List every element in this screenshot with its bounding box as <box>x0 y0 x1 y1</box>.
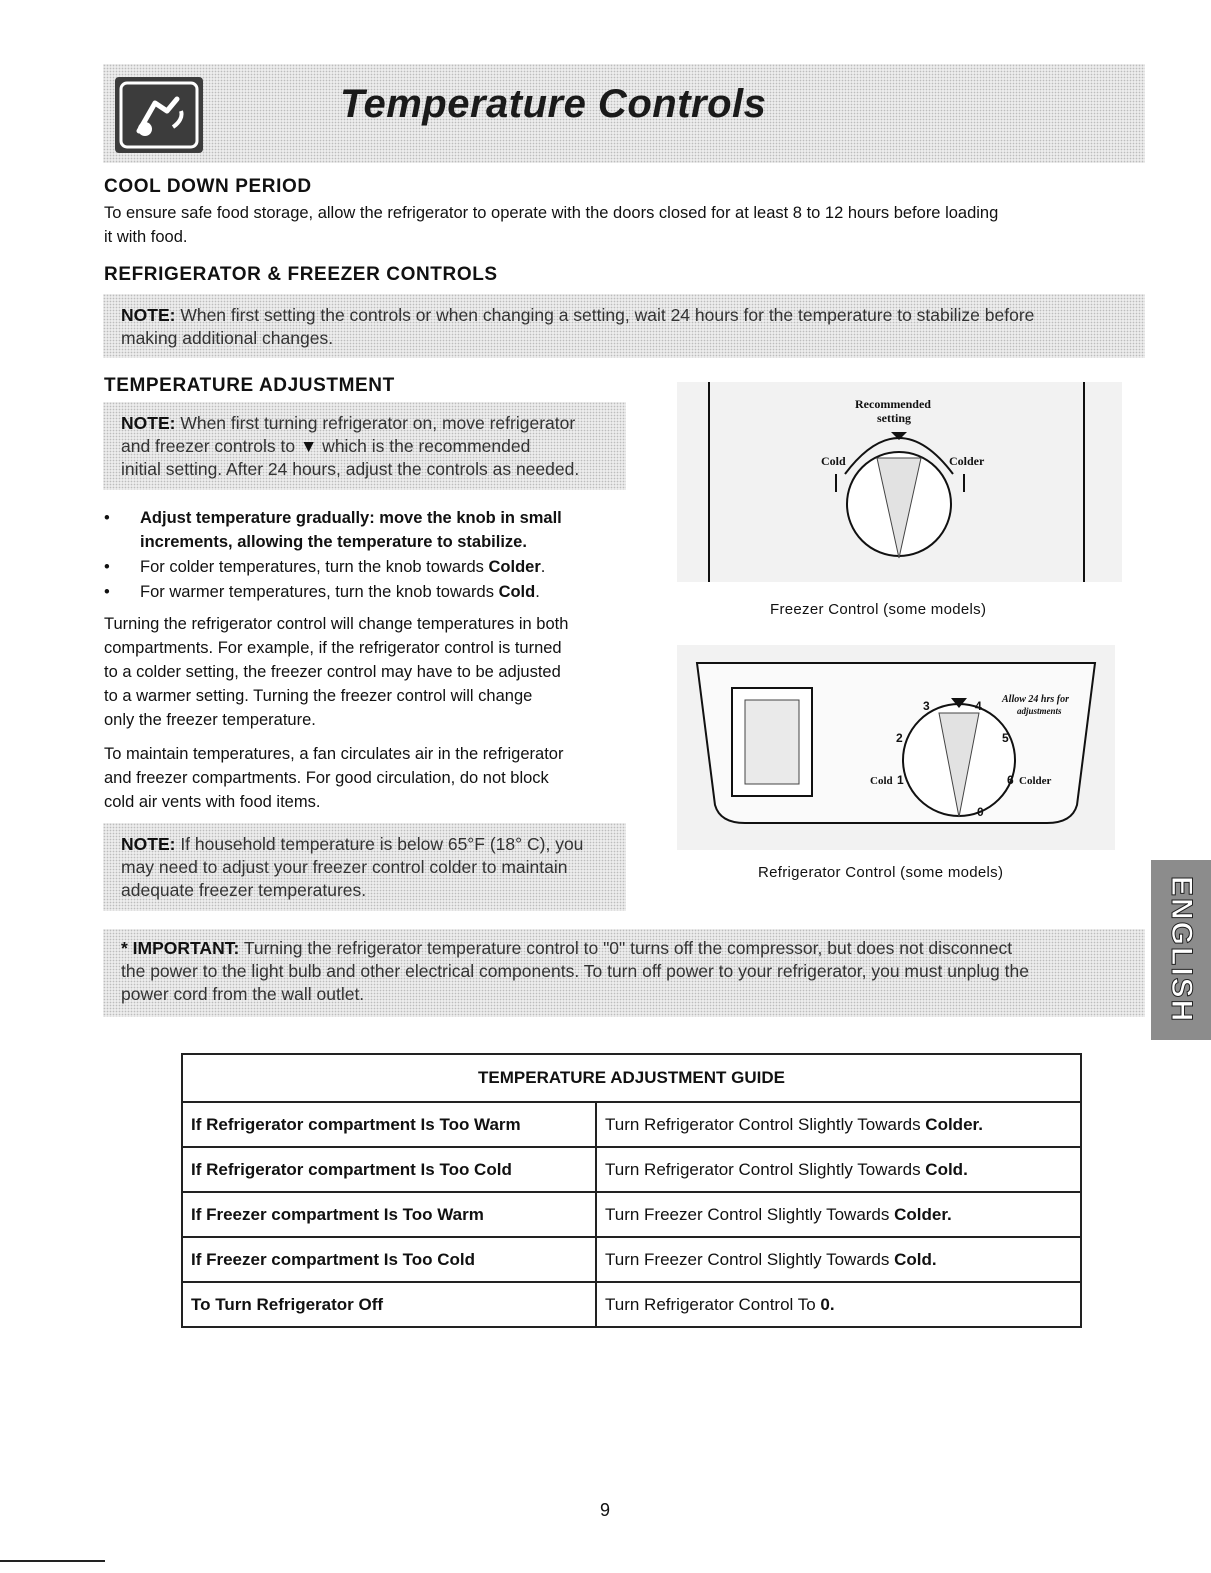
important-note <box>103 929 1145 1017</box>
list-item: • Adjust temperature gradually: move the knob in small increments, allowing the temperature to stabilize. <box>104 506 634 554</box>
list-item: • For warmer temperatures, turn the knob towards Cold. <box>104 580 634 604</box>
dial-number-2: 2 <box>896 731 903 745</box>
cool-down-heading: COOL DOWN PERIOD <box>104 176 312 197</box>
dial-number-1: 1 <box>897 773 904 787</box>
refrigerator-figure-caption: Refrigerator Control (some models) <box>758 864 1004 881</box>
table-cell-action: Turn Freezer Control Slightly Towards Cold. <box>596 1237 1081 1282</box>
adjustment-note <box>103 402 626 490</box>
table-row <box>182 1237 1081 1282</box>
table-row <box>182 1102 1081 1147</box>
dial-number-0: 0 <box>977 805 984 819</box>
adjustment-heading: TEMPERATURE ADJUSTMENT <box>104 375 395 396</box>
adjustments-label: adjustments <box>1017 706 1062 716</box>
note-text: initial setting. After 24 hours, adjust the controls as needed. <box>121 459 580 479</box>
dial-number-5: 5 <box>1002 731 1009 745</box>
table-row <box>182 1282 1081 1327</box>
adjustment-paragraph-2: To maintain temperatures, a fan circulates air in the refrigerator and freezer compartments. For good circulation, do not block cold air vents with food items. <box>104 745 564 811</box>
note-text: If household temperature is below 65°F (18° C), you <box>175 834 584 854</box>
allow-24hrs-label: Allow 24 hrs for <box>1002 694 1069 705</box>
controls-note <box>103 294 1145 358</box>
adjustment-bullets <box>104 506 634 605</box>
cool-down-text-line-2: it with food. <box>104 228 188 246</box>
note-text: When first setting the controls or when changing a setting, wait 24 hours for the temperature to stabilize before <box>175 305 1035 325</box>
freezer-control-figure <box>677 382 1122 582</box>
freezer-figure-caption: Freezer Control (some models) <box>770 601 987 618</box>
table-cell-condition: To Turn Refrigerator Off <box>182 1282 596 1327</box>
note-text: Turning the refrigerator temperature control to "0" turns off the compressor, but does not disconnect <box>239 938 1013 958</box>
dial-number-3: 3 <box>923 699 930 713</box>
setting-label: setting <box>877 411 911 425</box>
important-label: * IMPORTANT: <box>121 938 240 958</box>
language-tab-label: ENGLISH <box>1165 876 1198 1024</box>
table-header-row <box>182 1054 1081 1102</box>
note-label: NOTE: <box>121 834 176 854</box>
note-text: which is the recommended <box>317 436 531 456</box>
cold-label: Cold <box>821 454 846 468</box>
table-row <box>182 1192 1081 1237</box>
note-text: the power to the light bulb and other electrical components. To turn off power to your refrigerator, you must unplug the <box>121 961 1029 981</box>
table-cell-action: Turn Refrigerator Control To 0. <box>596 1282 1081 1327</box>
note-text: adequate freezer temperatures. <box>121 880 367 900</box>
footer-rule <box>0 1560 105 1562</box>
recommended-setting-symbol: ▼ <box>299 436 318 456</box>
table-cell-action: Turn Refrigerator Control Slightly Towards Cold. <box>596 1147 1081 1192</box>
page-number: 9 <box>600 1500 611 1520</box>
adjustment-paragraph-1: Turning the refrigerator control will change temperatures in both compartments. For example, if the refrigerator control is turned to a colder setting, the freezer control may have to be adjusted to a warmer setting. Turning the freezer control will change only the freezer temperature. <box>104 615 569 729</box>
colder-label: Colder <box>1019 775 1052 787</box>
cold-label: Cold <box>870 775 893 787</box>
colder-label: Colder <box>949 454 985 468</box>
note-text: may need to adjust your freezer control colder to maintain <box>121 857 568 877</box>
table-cell-condition: If Freezer compartment Is Too Cold <box>182 1237 596 1282</box>
page-title: Temperature Controls <box>340 82 767 126</box>
note-text: making additional changes. <box>121 328 334 348</box>
table-cell-action: Turn Freezer Control Slightly Towards Colder. <box>596 1192 1081 1237</box>
controls-heading: REFRIGERATOR & FREEZER CONTROLS <box>104 264 498 285</box>
note-label: NOTE: <box>121 413 176 433</box>
list-item: • For colder temperatures, turn the knob towards Colder. <box>104 555 634 579</box>
thermometer-hand-icon <box>115 77 203 153</box>
note-text: power cord from the wall outlet. <box>121 984 365 1004</box>
table-cell-condition: If Refrigerator compartment Is Too Cold <box>182 1147 596 1192</box>
refrigerator-control-figure <box>677 645 1115 850</box>
household-temp-note <box>103 823 626 911</box>
dial-number-4: 4 <box>975 699 982 713</box>
note-label: NOTE: <box>121 305 176 325</box>
adjustment-guide-table <box>181 1053 1082 1328</box>
note-text: When first turning refrigerator on, move refrigerator <box>175 413 576 433</box>
table-title: TEMPERATURE ADJUSTMENT GUIDE <box>182 1054 1081 1102</box>
recommended-label: Recommended <box>855 397 931 411</box>
table-cell-condition: If Refrigerator compartment Is Too Warm <box>182 1102 596 1147</box>
dial-number-6: 6 <box>1007 773 1014 787</box>
table-cell-action: Turn Refrigerator Control Slightly Towards Colder. <box>596 1102 1081 1147</box>
note-text: and freezer controls to <box>121 436 300 456</box>
table-row <box>182 1147 1081 1192</box>
cool-down-text-line-1: To ensure safe food storage, allow the refrigerator to operate with the doors closed for at least 8 to 12 hours before loading <box>104 204 999 222</box>
table-cell-condition: If Freezer compartment Is Too Warm <box>182 1192 596 1237</box>
language-tab <box>1151 860 1211 1040</box>
